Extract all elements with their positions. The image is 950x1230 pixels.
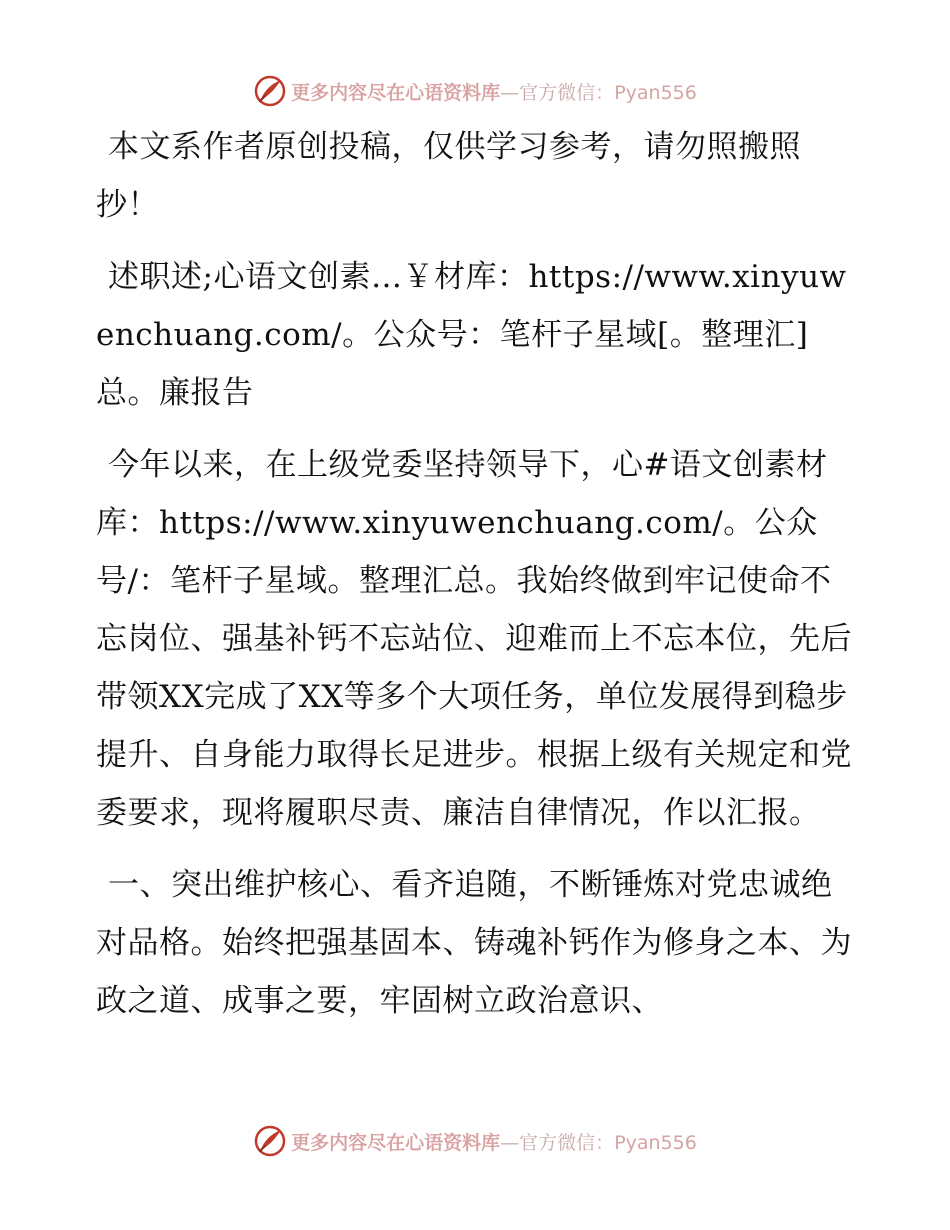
paragraph-intro: 今年以来，在上级党委坚持领导下，心#语文创素材库：https://www.xinyuwenchuang.com/。公众号/：笔杆子星域。整理汇总。我始终做到牢记使命不忘岗位、强基补钙不忘站位、迎难而上不忘本位，先后带领XX完成了XX等多个大项任务，单位发展得到稳步提升、自身能力取得长足进步。根据上级有关规定和党委要求，现将履职尽责、廉洁自律情况，作以汇报。 [96, 447, 852, 831]
banner-separator: — [500, 1131, 520, 1154]
header-banner [0, 71, 950, 111]
banner-main-text: 更多内容尽在心语资料库 [291, 81, 501, 104]
banner-wechat-label: 官方微信： [519, 81, 615, 104]
banner-separator: — [500, 81, 520, 104]
paragraph-disclaimer: 本文系作者原创投稿，仅供学习参考，请勿照搬照抄！ [96, 129, 801, 223]
paragraph-section-one: 一、突出维护核心、看齐追随，不断锤炼对党忠诚绝对品格。始终把强基固本、铸魂补钙作为修身之本、为政之道、成事之要，牢固树立政治意识、 [96, 867, 852, 1019]
quill-pen-logo-icon [253, 1124, 287, 1158]
banner-wechat-id: Pyan556 [614, 1131, 697, 1154]
quill-pen-logo-icon [253, 74, 287, 108]
document-body [96, 118, 856, 1044]
banner-wechat-id: Pyan556 [614, 81, 697, 104]
banner-main-text: 更多内容尽在心语资料库 [291, 1131, 501, 1154]
paragraph-title: 述职述;心语文创素…￥材库：https://www.xinyuwenchuang.com/。公众号：笔杆子星域[。整理汇]总。廉报告 [96, 259, 847, 411]
footer-banner [0, 1121, 950, 1161]
banner-text [291, 78, 697, 105]
banner-text [291, 1128, 697, 1155]
banner-wechat-label: 官方微信： [519, 1131, 615, 1154]
